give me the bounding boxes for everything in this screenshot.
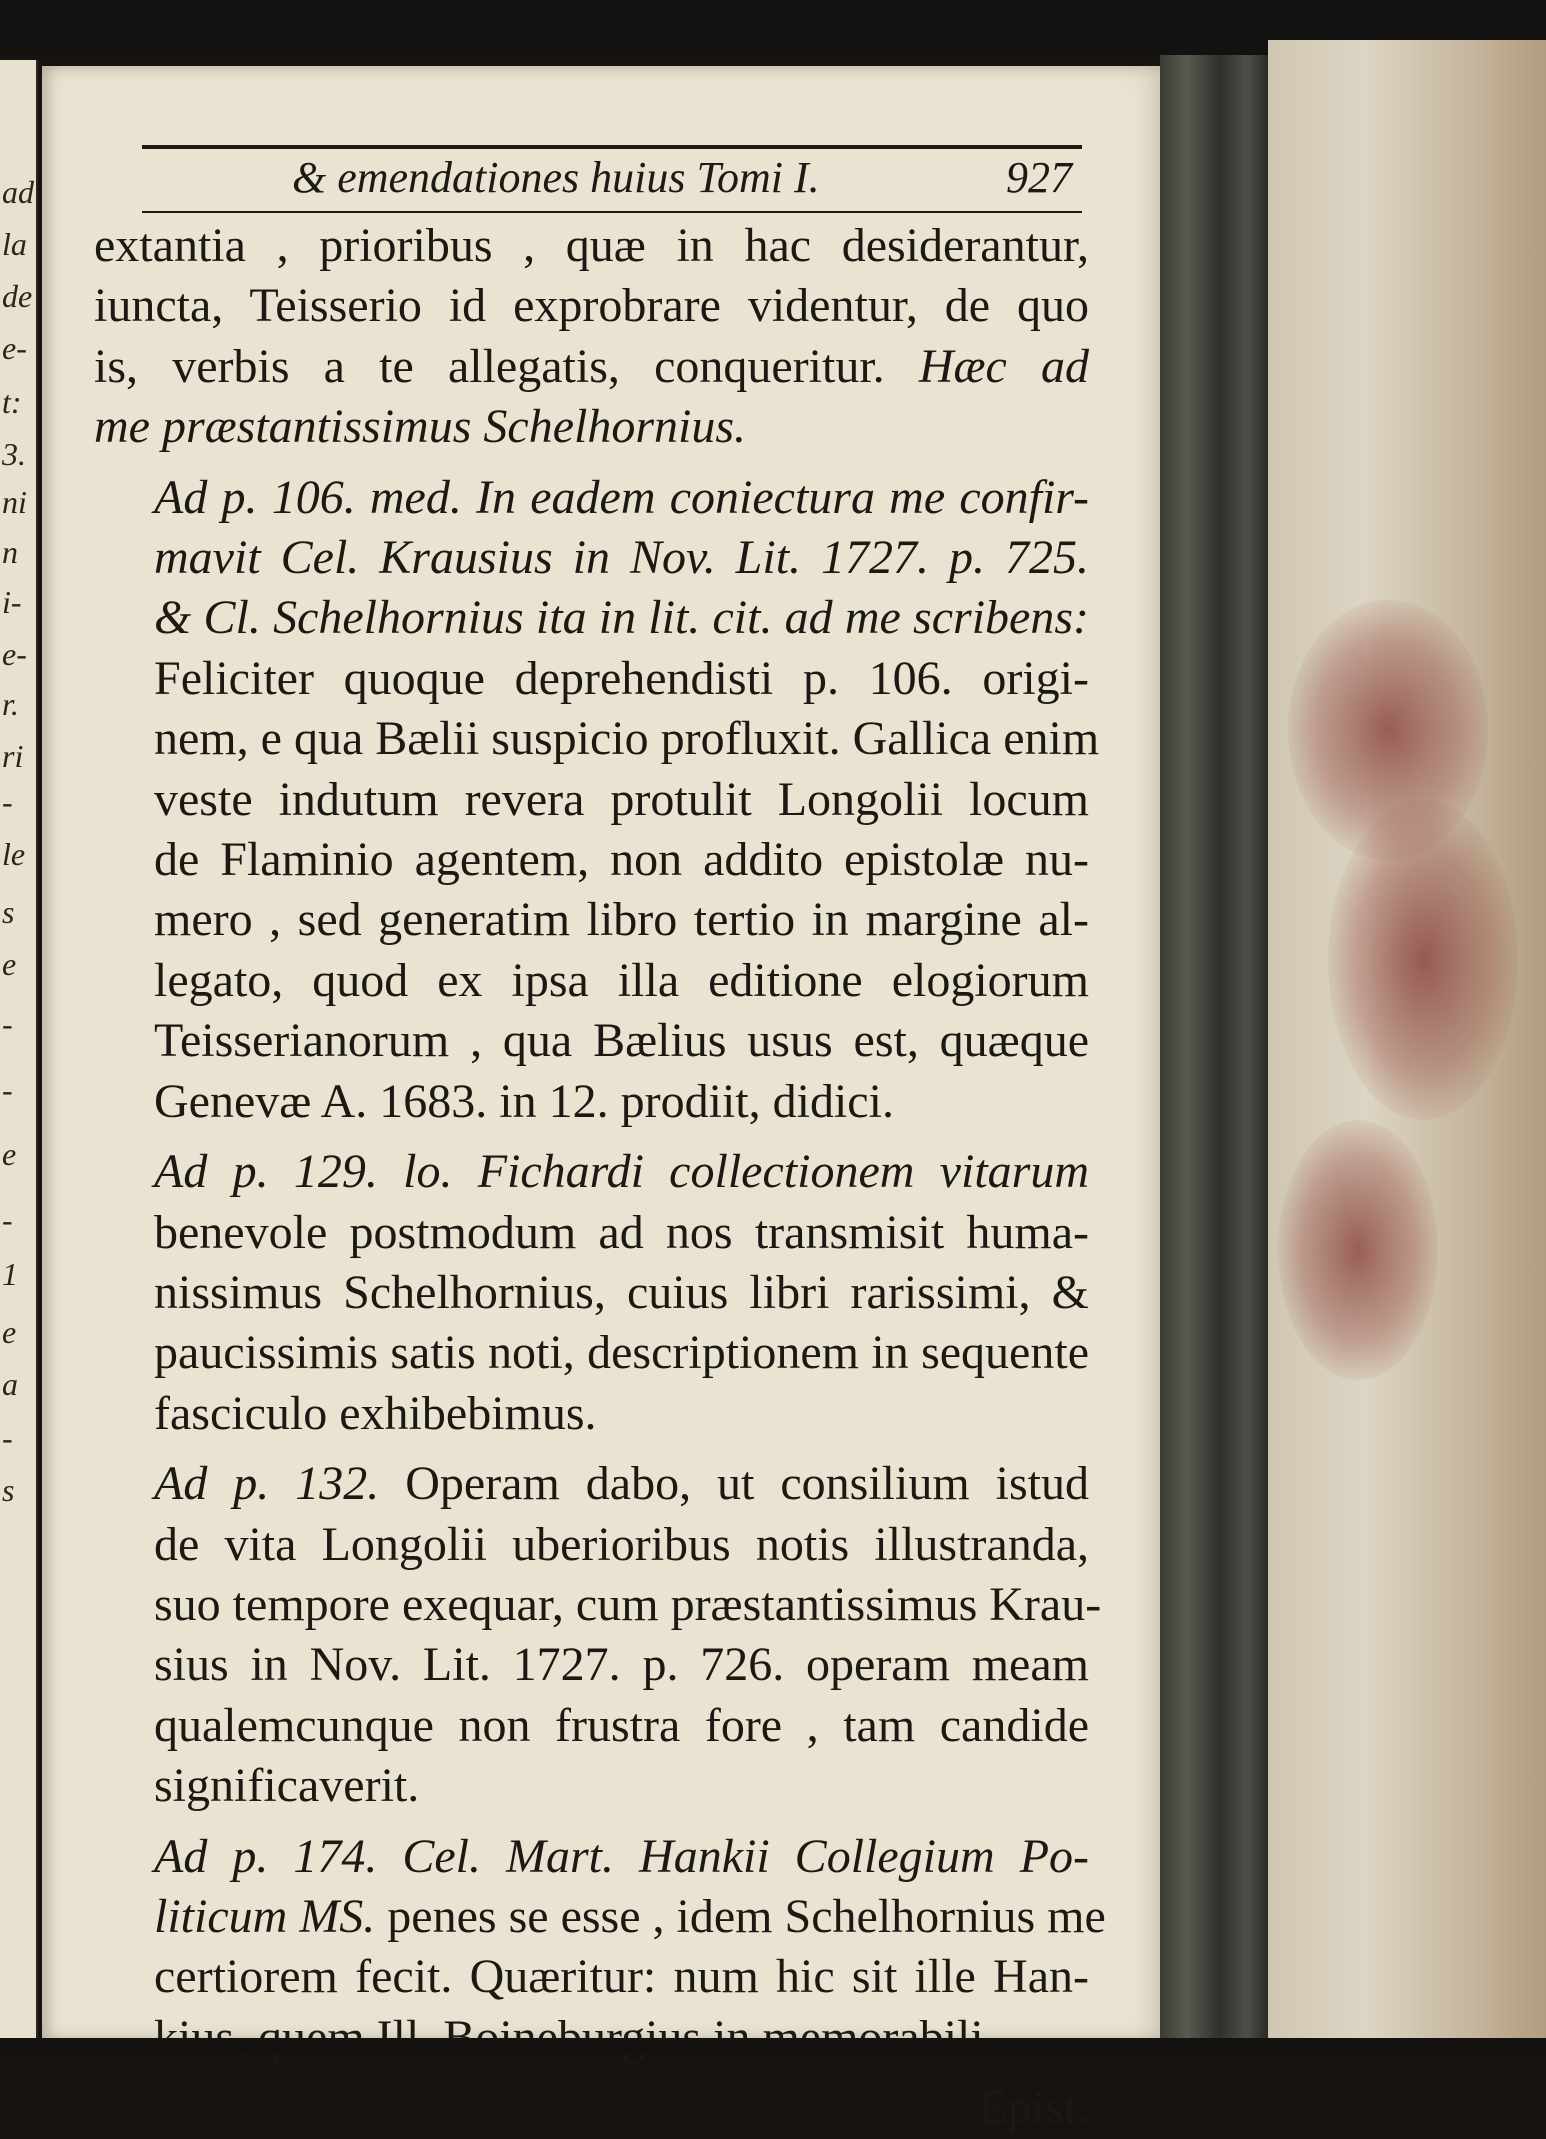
roman-segment: de Flaminio agentem, non addito epistolæ nu- [154,833,1089,887]
text-line [94,588,1089,648]
roman-segment: is, verbis a te allegatis, conqueritur. [94,339,919,393]
book-page [42,66,1162,2135]
facing-page-fragment: e [2,946,17,982]
text-line [94,468,1089,528]
text-line [94,1515,1089,1575]
facing-page-fragment: 3. [2,436,26,472]
facing-page-fragment: ni [2,484,27,520]
text-line [94,649,1089,709]
roman-segment: qualemcunque non frustra fore , tam candide [154,1698,1089,1752]
italic-segment: liticum MS. [154,1889,388,1943]
facing-page-fragment: - [2,1420,13,1456]
roman-segment: benevole postmodum ad nos transmisit huma- [154,1205,1089,1259]
book-cover [1268,40,1546,2054]
text-line [94,276,1089,336]
text-line [94,216,1089,276]
text-line [94,770,1089,830]
roman-segment: significaverit. [154,1759,420,1813]
text-line [94,1323,1089,1383]
facing-page-edge [0,60,38,2040]
facing-page-fragment: e- [2,330,27,366]
paragraph [94,1142,1089,1444]
facing-page-fragment: t: [2,384,22,420]
paragraph [94,468,1100,1132]
roman-segment: extantia , prioribus , quæ in hac desiderantur, [94,219,1089,272]
facing-page-fragment: la [2,226,27,262]
roman-segment: certiorem fecit. Quæritur: num hic sit ille Han- [154,1950,1089,2004]
facing-page-fragment: ad [2,174,34,210]
roman-segment: sius in Nov. Lit. 1727. p. 726. operam meam [154,1638,1089,1692]
roman-segment: iuncta, Teisserio id exprobrare videntur, de quo [94,279,1089,333]
roman-segment: Teisserianorum , qua Bælius usus est, quæque [154,1014,1089,1068]
italic-segment: Ad p. 106. med. In eadem coniectura me confir- [154,470,1089,524]
facing-page-fragment: i- [2,584,22,620]
roman-segment: legato, quod ex ipsa illa editione elogiorum [154,953,1089,1007]
italic-segment: Ad p. 129. lo. Fichardi collectionem vitarum [154,1145,1089,1199]
roman-segment: nem, e qua Bælii suspicio profluxit. Gallica enim [154,712,1100,766]
facing-page-fragment: e [2,1136,17,1172]
roman-segment: mero , sed generatim libro tertio in margine al- [154,893,1089,947]
facing-page-fragment: 1 [2,1256,18,1292]
cover-stain [1328,800,1518,1120]
roman-segment: veste indutum revera protulit Longolii locum [154,772,1089,826]
roman-segment: nissimus Schelhornius, cuius libri rarissimi, & [154,1265,1089,1319]
roman-segment: Feliciter quoque deprehendisti p. 106. origi- [154,651,1089,705]
facing-page-fragment: e [2,1314,17,1350]
text-line [94,337,1089,397]
paragraph [94,216,1089,458]
header-rule-bottom [142,211,1082,213]
running-head [142,152,1082,208]
header-rule-top [142,145,1082,149]
paragraph [94,1827,1106,2069]
body-text [94,216,1106,2139]
roman-segment: paucissimis satis noti, descriptionem in sequente [154,1326,1089,1380]
text-line [94,1263,1089,1323]
facing-page-fragment: - [2,1072,13,1108]
italic-segment: Ad p. 132. [154,1457,406,1511]
facing-page-fragment: - [2,784,13,820]
roman-segment: Operam dabo, ut consilium istud [405,1457,1089,1511]
page-number: 927 [1006,153,1072,202]
text-line [94,1887,1106,1947]
paragraph [94,1454,1102,1816]
italic-segment: & Cl. Schelhornius ita in lit. cit. ad me scribens: [154,591,1089,645]
facing-page-fragment: ri [2,738,24,774]
text-line [94,830,1089,890]
facing-page-fragment: s [2,1472,15,1508]
text-line [94,1454,1089,1514]
facing-page-fragment: - [2,1202,13,1238]
text-line [94,1696,1089,1756]
facing-page-fragment: de [2,278,33,314]
facing-page-fragment: e- [2,636,27,672]
cover-stain [1278,1120,1438,1380]
roman-segment: suo tempore exequar, cum præstantissimus Krau- [154,1577,1102,1631]
facing-page-fragment: a [2,1366,18,1402]
facing-page-fragment: le [2,836,26,872]
text-line [94,709,1100,769]
text-line [94,1011,1089,1071]
text-line [94,890,1089,950]
roman-segment: penes se esse , idem Schelhornius me [387,1889,1106,1943]
italic-segment: me præstantissimus Schelhornius. [94,400,747,454]
italic-segment: Hæc ad [918,339,1089,393]
text-line [94,1827,1089,1887]
roman-segment: fasciculo exhibebimus. [154,1386,597,1440]
catchword: Epist. [978,2081,1089,2135]
text-line [94,1575,1102,1635]
text-line [94,1142,1089,1202]
text-line [94,951,1089,1011]
facing-page-fragment: r. [2,686,19,722]
text-line [94,1756,1089,1816]
text-line [94,1635,1089,1695]
facing-page-fragment: n [2,534,18,570]
text-line [94,1384,1089,1444]
text-line [94,1203,1089,1263]
facing-page-fragment: s [2,894,15,930]
italic-segment: mavit Cel. Krausius in Nov. Lit. 1727. p. 725. [154,531,1089,585]
italic-segment: Ad p. 174. Cel. Mart. Hankii Collegium Po- [154,1829,1089,1883]
text-line [94,1072,1089,1132]
running-head-title: & emendationes huius Tomi I. [292,153,820,202]
facing-page-fragment: - [2,1006,13,1042]
roman-segment: Genevæ A. 1683. in 12. prodiit, didici. [154,1074,894,1128]
scan-background-bottom [0,2038,1546,2054]
text-line [94,397,1089,457]
text-line [94,528,1089,588]
roman-segment: de vita Longolii uberioribus notis illustranda, [154,1517,1089,1571]
text-line [94,1947,1089,2007]
book-fore-edge [1160,55,1268,2040]
